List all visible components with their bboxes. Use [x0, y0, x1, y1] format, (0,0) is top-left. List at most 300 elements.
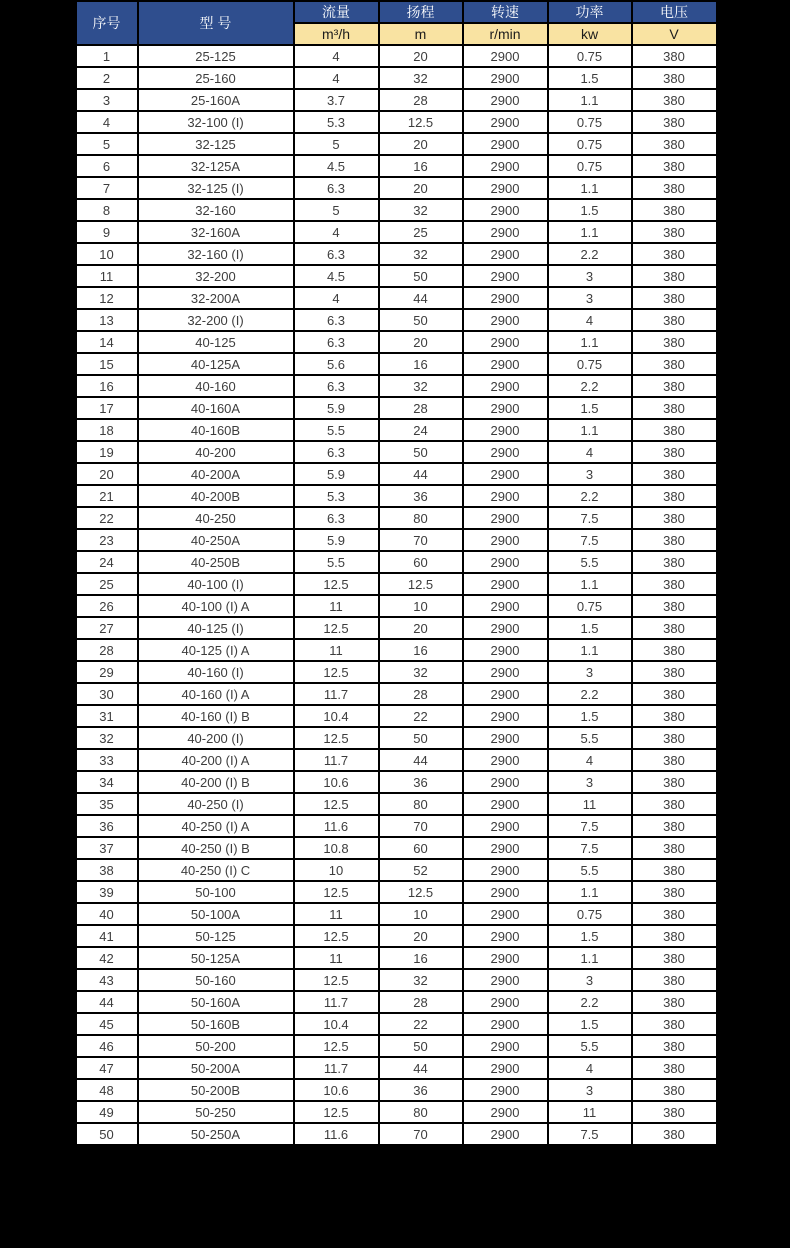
cell-flow: 5.3: [294, 111, 379, 133]
cell-voltage: 380: [632, 947, 717, 969]
cell-serial: 50: [76, 1123, 138, 1145]
cell-speed: 2900: [463, 573, 548, 595]
cell-flow: 11: [294, 595, 379, 617]
table-row: [76, 199, 717, 221]
cell-speed: 2900: [463, 441, 548, 463]
cell-head: 28: [379, 89, 463, 111]
cell-head: 44: [379, 1057, 463, 1079]
cell-voltage: 380: [632, 683, 717, 705]
column-header-voltage: 电压: [632, 1, 717, 23]
table-row: [76, 419, 717, 441]
cell-serial: 11: [76, 265, 138, 287]
cell-voltage: 380: [632, 991, 717, 1013]
cell-model: 40-250: [138, 507, 294, 529]
column-header-power: 功率: [548, 1, 632, 23]
table-row: [76, 969, 717, 991]
table-row: [76, 991, 717, 1013]
cell-speed: 2900: [463, 815, 548, 837]
cell-model: 40-250 (I) B: [138, 837, 294, 859]
cell-serial: 31: [76, 705, 138, 727]
cell-head: 60: [379, 837, 463, 859]
cell-flow: 11: [294, 903, 379, 925]
cell-head: 80: [379, 1101, 463, 1123]
unit-voltage: V: [632, 23, 717, 45]
cell-serial: 34: [76, 771, 138, 793]
column-header-head: 扬程: [379, 1, 463, 23]
cell-power: 4: [548, 309, 632, 331]
cell-voltage: 380: [632, 67, 717, 89]
cell-serial: 2: [76, 67, 138, 89]
table-row: [76, 661, 717, 683]
cell-power: 3: [548, 463, 632, 485]
cell-model: 32-200A: [138, 287, 294, 309]
cell-head: 22: [379, 1013, 463, 1035]
cell-flow: 4.5: [294, 265, 379, 287]
cell-head: 60: [379, 551, 463, 573]
cell-power: 3: [548, 771, 632, 793]
cell-head: 22: [379, 705, 463, 727]
cell-head: 10: [379, 903, 463, 925]
cell-speed: 2900: [463, 45, 548, 67]
cell-head: 20: [379, 133, 463, 155]
cell-head: 50: [379, 1035, 463, 1057]
cell-flow: 10.4: [294, 705, 379, 727]
table-row: [76, 1035, 717, 1057]
cell-flow: 4.5: [294, 155, 379, 177]
cell-model: 40-250A: [138, 529, 294, 551]
cell-speed: 2900: [463, 727, 548, 749]
cell-voltage: 380: [632, 463, 717, 485]
cell-serial: 47: [76, 1057, 138, 1079]
table-row: [76, 1057, 717, 1079]
cell-serial: 48: [76, 1079, 138, 1101]
cell-model: 40-200A: [138, 463, 294, 485]
cell-flow: 5.5: [294, 419, 379, 441]
cell-power: 2.2: [548, 991, 632, 1013]
cell-head: 32: [379, 67, 463, 89]
cell-head: 24: [379, 419, 463, 441]
cell-speed: 2900: [463, 683, 548, 705]
cell-power: 1.5: [548, 199, 632, 221]
column-header-serial: 序号: [76, 1, 138, 45]
cell-model: 25-125: [138, 45, 294, 67]
cell-power: 7.5: [548, 837, 632, 859]
cell-flow: 11: [294, 639, 379, 661]
cell-speed: 2900: [463, 507, 548, 529]
cell-speed: 2900: [463, 1079, 548, 1101]
cell-model: 50-250: [138, 1101, 294, 1123]
cell-power: 1.1: [548, 177, 632, 199]
cell-serial: 28: [76, 639, 138, 661]
unit-flow: m³/h: [294, 23, 379, 45]
cell-speed: 2900: [463, 331, 548, 353]
table-row: [76, 617, 717, 639]
cell-power: 1.5: [548, 925, 632, 947]
cell-speed: 2900: [463, 265, 548, 287]
cell-power: 7.5: [548, 1123, 632, 1145]
cell-head: 28: [379, 397, 463, 419]
cell-head: 32: [379, 199, 463, 221]
cell-voltage: 380: [632, 441, 717, 463]
cell-power: 0.75: [548, 595, 632, 617]
cell-head: 25: [379, 221, 463, 243]
cell-power: 2.2: [548, 243, 632, 265]
cell-serial: 15: [76, 353, 138, 375]
table-header: [76, 1, 717, 45]
table-row: [76, 265, 717, 287]
table-body: [76, 45, 717, 1145]
cell-model: 40-100 (I) A: [138, 595, 294, 617]
cell-serial: 1: [76, 45, 138, 67]
cell-model: 50-250A: [138, 1123, 294, 1145]
table-row: [76, 375, 717, 397]
cell-voltage: 380: [632, 1035, 717, 1057]
cell-speed: 2900: [463, 881, 548, 903]
cell-power: 0.75: [548, 111, 632, 133]
cell-flow: 10.8: [294, 837, 379, 859]
cell-model: 40-125: [138, 331, 294, 353]
column-header-flow: 流量: [294, 1, 379, 23]
cell-flow: 12.5: [294, 727, 379, 749]
cell-power: 1.5: [548, 397, 632, 419]
cell-head: 16: [379, 353, 463, 375]
cell-flow: 10.4: [294, 1013, 379, 1035]
pump-spec-table: [75, 0, 718, 1146]
cell-voltage: 380: [632, 551, 717, 573]
cell-speed: 2900: [463, 1101, 548, 1123]
cell-voltage: 380: [632, 397, 717, 419]
cell-serial: 45: [76, 1013, 138, 1035]
cell-model: 32-125 (I): [138, 177, 294, 199]
cell-head: 44: [379, 287, 463, 309]
cell-voltage: 380: [632, 881, 717, 903]
table-row: [76, 45, 717, 67]
cell-model: 40-160 (I): [138, 661, 294, 683]
cell-speed: 2900: [463, 639, 548, 661]
cell-speed: 2900: [463, 793, 548, 815]
cell-serial: 17: [76, 397, 138, 419]
cell-flow: 4: [294, 287, 379, 309]
table-row: [76, 133, 717, 155]
cell-speed: 2900: [463, 221, 548, 243]
cell-serial: 4: [76, 111, 138, 133]
cell-power: 0.75: [548, 903, 632, 925]
table-row: [76, 155, 717, 177]
cell-head: 20: [379, 177, 463, 199]
cell-serial: 41: [76, 925, 138, 947]
cell-serial: 20: [76, 463, 138, 485]
cell-serial: 14: [76, 331, 138, 353]
cell-flow: 6.3: [294, 331, 379, 353]
cell-power: 0.75: [548, 353, 632, 375]
cell-head: 50: [379, 441, 463, 463]
cell-model: 50-100: [138, 881, 294, 903]
cell-flow: 11.7: [294, 683, 379, 705]
cell-power: 3: [548, 1079, 632, 1101]
cell-power: 1.1: [548, 573, 632, 595]
cell-speed: 2900: [463, 353, 548, 375]
cell-serial: 13: [76, 309, 138, 331]
cell-voltage: 380: [632, 749, 717, 771]
cell-serial: 3: [76, 89, 138, 111]
cell-serial: 24: [76, 551, 138, 573]
cell-serial: 49: [76, 1101, 138, 1123]
cell-voltage: 380: [632, 859, 717, 881]
table-row: [76, 749, 717, 771]
cell-head: 70: [379, 1123, 463, 1145]
cell-head: 44: [379, 749, 463, 771]
cell-voltage: 380: [632, 507, 717, 529]
cell-serial: 46: [76, 1035, 138, 1057]
unit-head: m: [379, 23, 463, 45]
cell-power: 2.2: [548, 485, 632, 507]
cell-flow: 10.6: [294, 1079, 379, 1101]
table-row: [76, 771, 717, 793]
cell-speed: 2900: [463, 1035, 548, 1057]
cell-voltage: 380: [632, 529, 717, 551]
cell-head: 12.5: [379, 573, 463, 595]
cell-serial: 36: [76, 815, 138, 837]
cell-head: 44: [379, 463, 463, 485]
cell-model: 40-250B: [138, 551, 294, 573]
cell-serial: 40: [76, 903, 138, 925]
cell-power: 1.1: [548, 639, 632, 661]
cell-model: 40-250 (I) A: [138, 815, 294, 837]
table-row: [76, 727, 717, 749]
cell-speed: 2900: [463, 155, 548, 177]
cell-model: 50-160: [138, 969, 294, 991]
cell-model: 32-160: [138, 199, 294, 221]
cell-speed: 2900: [463, 199, 548, 221]
unit-speed: r/min: [463, 23, 548, 45]
cell-flow: 11.6: [294, 815, 379, 837]
cell-model: 40-200: [138, 441, 294, 463]
cell-flow: 4: [294, 67, 379, 89]
cell-serial: 32: [76, 727, 138, 749]
header-row-labels: [76, 1, 717, 23]
cell-head: 12.5: [379, 111, 463, 133]
table-row: [76, 353, 717, 375]
cell-model: 50-160B: [138, 1013, 294, 1035]
cell-voltage: 380: [632, 639, 717, 661]
table-row: [76, 67, 717, 89]
cell-head: 20: [379, 617, 463, 639]
cell-voltage: 380: [632, 793, 717, 815]
cell-voltage: 380: [632, 199, 717, 221]
cell-voltage: 380: [632, 727, 717, 749]
cell-flow: 12.5: [294, 969, 379, 991]
cell-flow: 5.9: [294, 529, 379, 551]
cell-serial: 29: [76, 661, 138, 683]
cell-speed: 2900: [463, 111, 548, 133]
cell-voltage: 380: [632, 573, 717, 595]
pump-spec-table-container: [75, 0, 716, 1146]
table-row: [76, 837, 717, 859]
cell-serial: 26: [76, 595, 138, 617]
cell-head: 16: [379, 155, 463, 177]
cell-flow: 5: [294, 133, 379, 155]
cell-flow: 6.3: [294, 177, 379, 199]
table-row: [76, 177, 717, 199]
cell-speed: 2900: [463, 243, 548, 265]
cell-speed: 2900: [463, 903, 548, 925]
table-row: [76, 683, 717, 705]
cell-flow: 11.7: [294, 749, 379, 771]
cell-model: 40-160B: [138, 419, 294, 441]
table-row: [76, 859, 717, 881]
cell-serial: 37: [76, 837, 138, 859]
cell-speed: 2900: [463, 969, 548, 991]
cell-voltage: 380: [632, 925, 717, 947]
table-row: [76, 1013, 717, 1035]
cell-flow: 12.5: [294, 573, 379, 595]
table-row: [76, 287, 717, 309]
cell-model: 40-200B: [138, 485, 294, 507]
cell-model: 32-125A: [138, 155, 294, 177]
cell-flow: 5.5: [294, 551, 379, 573]
cell-power: 11: [548, 793, 632, 815]
cell-head: 32: [379, 661, 463, 683]
cell-model: 32-125: [138, 133, 294, 155]
cell-head: 36: [379, 485, 463, 507]
table-row: [76, 815, 717, 837]
cell-power: 1.1: [548, 947, 632, 969]
cell-serial: 12: [76, 287, 138, 309]
cell-flow: 5.6: [294, 353, 379, 375]
cell-voltage: 380: [632, 89, 717, 111]
cell-speed: 2900: [463, 287, 548, 309]
cell-power: 5.5: [548, 1035, 632, 1057]
cell-head: 80: [379, 793, 463, 815]
cell-voltage: 380: [632, 1101, 717, 1123]
cell-head: 28: [379, 683, 463, 705]
cell-model: 32-160 (I): [138, 243, 294, 265]
cell-serial: 9: [76, 221, 138, 243]
cell-serial: 7: [76, 177, 138, 199]
cell-serial: 43: [76, 969, 138, 991]
table-row: [76, 1123, 717, 1145]
cell-model: 40-160 (I) B: [138, 705, 294, 727]
cell-voltage: 380: [632, 815, 717, 837]
table-row: [76, 89, 717, 111]
cell-flow: 5.9: [294, 463, 379, 485]
cell-head: 52: [379, 859, 463, 881]
cell-serial: 39: [76, 881, 138, 903]
cell-model: 50-100A: [138, 903, 294, 925]
cell-head: 20: [379, 331, 463, 353]
cell-speed: 2900: [463, 749, 548, 771]
cell-power: 1.5: [548, 617, 632, 639]
cell-model: 40-125A: [138, 353, 294, 375]
cell-voltage: 380: [632, 1079, 717, 1101]
cell-speed: 2900: [463, 595, 548, 617]
cell-power: 2.2: [548, 375, 632, 397]
cell-speed: 2900: [463, 463, 548, 485]
cell-voltage: 380: [632, 375, 717, 397]
cell-head: 28: [379, 991, 463, 1013]
cell-serial: 30: [76, 683, 138, 705]
cell-model: 50-200: [138, 1035, 294, 1057]
cell-flow: 6.3: [294, 507, 379, 529]
cell-serial: 18: [76, 419, 138, 441]
cell-model: 50-200A: [138, 1057, 294, 1079]
cell-model: 40-125 (I): [138, 617, 294, 639]
cell-model: 40-200 (I) A: [138, 749, 294, 771]
cell-power: 7.5: [548, 815, 632, 837]
cell-head: 50: [379, 727, 463, 749]
table-row: [76, 903, 717, 925]
cell-flow: 6.3: [294, 375, 379, 397]
table-row: [76, 595, 717, 617]
cell-speed: 2900: [463, 419, 548, 441]
cell-flow: 11.6: [294, 1123, 379, 1145]
table-row: [76, 573, 717, 595]
cell-power: 7.5: [548, 507, 632, 529]
table-row: [76, 397, 717, 419]
cell-voltage: 380: [632, 133, 717, 155]
cell-model: 50-200B: [138, 1079, 294, 1101]
table-row: [76, 925, 717, 947]
cell-speed: 2900: [463, 309, 548, 331]
cell-speed: 2900: [463, 991, 548, 1013]
cell-flow: 4: [294, 221, 379, 243]
cell-flow: 5: [294, 199, 379, 221]
cell-model: 32-100 (I): [138, 111, 294, 133]
cell-voltage: 380: [632, 111, 717, 133]
cell-speed: 2900: [463, 947, 548, 969]
cell-speed: 2900: [463, 397, 548, 419]
cell-model: 32-200 (I): [138, 309, 294, 331]
cell-speed: 2900: [463, 485, 548, 507]
cell-speed: 2900: [463, 551, 548, 573]
cell-flow: 12.5: [294, 661, 379, 683]
cell-voltage: 380: [632, 485, 717, 507]
cell-head: 36: [379, 771, 463, 793]
cell-power: 4: [548, 749, 632, 771]
cell-power: 5.5: [548, 727, 632, 749]
table-row: [76, 463, 717, 485]
cell-power: 5.5: [548, 859, 632, 881]
cell-power: 1.1: [548, 881, 632, 903]
cell-voltage: 380: [632, 243, 717, 265]
cell-model: 25-160A: [138, 89, 294, 111]
cell-serial: 6: [76, 155, 138, 177]
column-header-model: 型 号: [138, 1, 294, 45]
cell-flow: 4: [294, 45, 379, 67]
cell-flow: 12.5: [294, 881, 379, 903]
cell-serial: 5: [76, 133, 138, 155]
cell-head: 50: [379, 309, 463, 331]
cell-speed: 2900: [463, 1013, 548, 1035]
table-row: [76, 1101, 717, 1123]
cell-voltage: 380: [632, 661, 717, 683]
cell-power: 3: [548, 287, 632, 309]
cell-head: 12.5: [379, 881, 463, 903]
cell-voltage: 380: [632, 353, 717, 375]
table-row: [76, 507, 717, 529]
cell-model: 40-160: [138, 375, 294, 397]
table-row: [76, 705, 717, 727]
cell-serial: 38: [76, 859, 138, 881]
cell-voltage: 380: [632, 221, 717, 243]
cell-model: 40-200 (I) B: [138, 771, 294, 793]
cell-head: 80: [379, 507, 463, 529]
cell-head: 50: [379, 265, 463, 287]
cell-voltage: 380: [632, 837, 717, 859]
cell-power: 1.1: [548, 419, 632, 441]
cell-speed: 2900: [463, 1057, 548, 1079]
cell-voltage: 380: [632, 1123, 717, 1145]
